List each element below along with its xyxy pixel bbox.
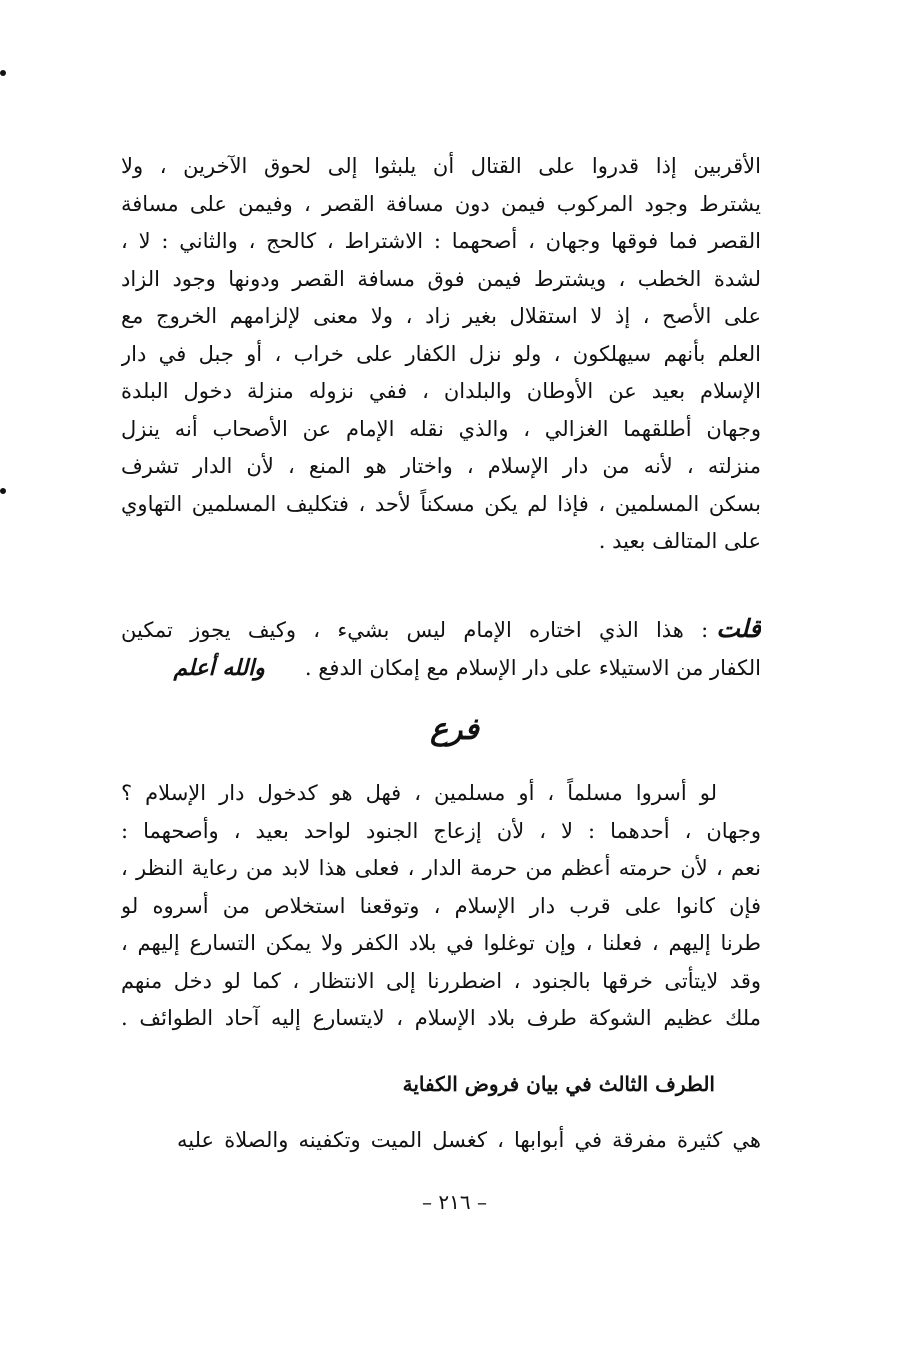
text-line: وجهان أطلقهما الغزالي ، والذي نقله الإمام عن الأصحاب أنه ينزل [121, 416, 761, 441]
text-line: الإسلام بعيد عن الأوطان والبلدان ، ففي نزوله منزلة دخول البلدة [121, 379, 761, 403]
far-heading: فرع [430, 712, 479, 747]
qult-paragraph [121, 610, 761, 687]
text-line: طرنا إليهم ، فعلنا ، وإن توغلوا في بلاد الكفر ولا يمكن التسارع إليهم ، [121, 931, 761, 955]
scan-edge-mark [0, 488, 6, 494]
text-line: فإن كانوا على قرب دار الإسلام ، وتوقعنا استخلاص من أسروه لو [121, 893, 761, 918]
page-number: – ٢١٦ – [422, 1190, 487, 1214]
qult-text: : هذا الذي اختاره الإمام ليس بشيء ، وكيف يجوز تمكين [121, 618, 709, 642]
scan-edge-mark [0, 70, 6, 76]
text-line: منزلته ، لأنه من دار الإسلام ، واختار هو المنع ، لأن الدار تشرف [121, 454, 761, 478]
text-line: على المتالف بعيد . [598, 529, 761, 553]
closing-phrase: والله أعلم [173, 654, 265, 681]
text-line [121, 610, 761, 650]
text-line: الأقربين إذا قدروا على القتال أن يلبثوا إلى لحوق الآخرين ، ولا [121, 154, 761, 178]
text-line: نعم ، لأن حرمته أعظم من حرمة الدار ، فعلى هذا لابد من رعاية النظر ، [121, 856, 761, 880]
text-line: لشدة الخطب ، ويشترط فيمن فوق مسافة القصر ودونها وجود الزاد [121, 266, 761, 291]
text-line: العلم بأنهم سيهلكون ، ولو نزل الكفار على خراب ، أو جبل في دار [121, 341, 761, 366]
paragraph-1 [121, 148, 761, 561]
text-line [121, 650, 761, 688]
paragraph-2 [121, 775, 761, 1038]
text-line: وجهان ، أحدهما : لا ، لأن إزعاج الجنود لواحد بعيد ، وأصحهما : [121, 818, 761, 843]
text-line: ملك عظيم الشوكة طرف بلاد الإسلام ، لايتسارع إليه آحاد الطوائف . [121, 1006, 761, 1030]
text-line: على الأصح ، إذ لا استقلال بغير زاد ، ولا معنى لإلزامهم الخروج مع [121, 304, 761, 328]
qult-text: الكفار من الاستيلاء على دار الإسلام مع إمكان الدفع . [304, 655, 761, 680]
text-line: القصر فما فوقها وجهان ، أصحهما : الاشتراط ، كالحج ، والثاني : لا ، [121, 229, 761, 253]
text-line: يشترط وجود المركوب فيمن دون مسافة القصر ، وفيمن على مسافة [121, 191, 761, 216]
text-line: هي كثيرة مفرقة في أبوابها ، كغسل الميت وتكفينه والصلاة عليه [177, 1128, 761, 1152]
text-line: لو أسروا مسلماً ، أو مسلمين ، فهل هو كدخول دار الإسلام ؟ [121, 781, 717, 805]
qult-label: قلت [716, 614, 761, 643]
text-line: بسكن المسلمين ، فإذا لم يكن مسكناً لأحد ، فتكليف المسلمين التهاوي [121, 491, 761, 516]
section-heading: الطرف الثالث في بيان فروض الكفاية [402, 1072, 715, 1096]
text-line: وقد لايتأتى خرقها بالجنود ، اضطررنا إلى الانتظار ، كما لو دخل منهم [121, 968, 761, 993]
